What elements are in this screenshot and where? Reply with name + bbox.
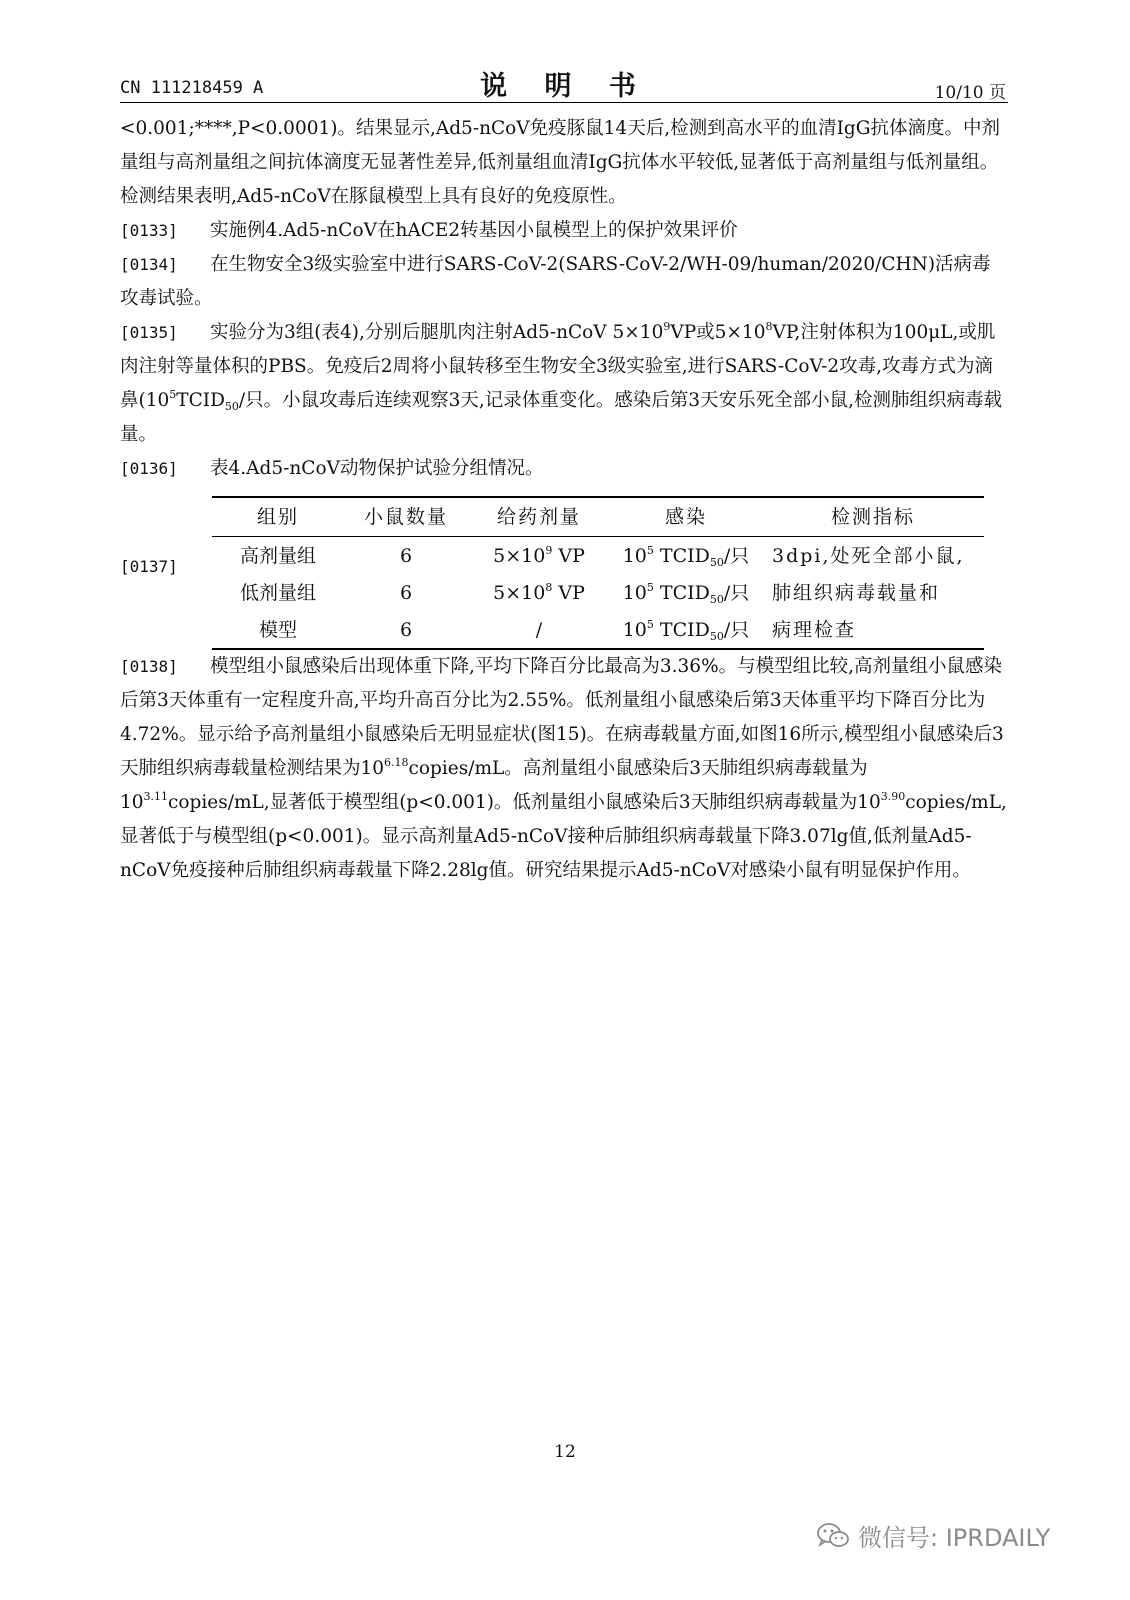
dose-base: 5×10 [493,544,546,567]
column-header: 给药剂量 [468,497,610,537]
paragraph-text: 表4.Ad5-nCoV动物保护试验分组情况。 [210,458,544,479]
page-of-total: 10/10 页 [934,83,1006,103]
infection-cell [610,611,762,649]
paragraph-number: [0133] [120,221,178,240]
note-cell: 肺组织病毒载量和 [772,581,941,604]
superscript: 9 [545,543,553,557]
table-row [212,574,984,611]
infection-base: 10 [622,581,647,604]
document-body [120,112,1008,888]
watermark-text: 微信号: IPRDAILY [858,1524,1051,1552]
header-rule [120,102,1008,103]
superscript: 6.18 [384,756,409,769]
dose-cell: / [468,611,610,649]
wechat-icon [816,1522,850,1550]
dose-unit: VP [552,544,585,567]
document-title: 说 明 书 [480,71,650,102]
note-cell: 3dpi,处死全部小鼠, [772,544,965,567]
superscript: 5 [646,617,654,631]
paragraph-text: TCID [176,390,225,411]
superscript: 8 [545,580,553,594]
subscript: 50 [709,592,724,606]
group-cell: 模型 [212,611,344,649]
table-header-row [212,497,984,537]
paragraph-text: <0.001;****,P<0.0001)。结果显示,Ad5-nCoV免疫豚鼠14天后,检测到高水平的血清IgG抗体滴度。中剂量组与高剂量组之间抗体滴度无显著性差异,低剂量组血清IgG抗体水平较低,显著低于高剂量组与低剂量组。检测结果表明,Ad5-nCoV在豚鼠模型上具有良好的免疫原性。 [120,118,1000,207]
table-block [120,490,1008,650]
infection-unit: TCID [653,618,710,641]
paragraph-0133 [120,214,1008,248]
paragraph-text: 实施例4.Ad5-nCoV在hACE2转基因小鼠模型上的保护效果评价 [210,220,738,241]
infection-suffix: /只 [723,581,750,604]
infection-unit: TCID [653,581,710,604]
paragraph-continuation [120,112,1008,214]
superscript: 9 [663,320,671,333]
superscript: 3.90 [880,790,906,803]
subscript: 50 [709,555,724,569]
group-table [212,496,984,650]
superscript: 8 [765,320,773,333]
dose-unit: VP [552,581,585,604]
paragraph-text: copies/mL,显著低于与模型组(p<0.001)。显示高剂量Ad5-nCoV接种后肺组织病毒载量下降3.07lg值,低剂量Ad5-nCoV免疫接种后肺组织病毒载量下降2.28lg值。研究结果提示Ad5-nCoV对感染小鼠有明显保护作用。 [120,792,1007,881]
column-header: 组别 [212,497,344,537]
page-number: 12 [554,1442,576,1462]
table-row [212,537,984,575]
superscript: 5 [169,388,177,401]
paragraph-0135 [120,316,1008,452]
dose-cell [468,537,610,575]
paragraph-text: copies/mL,显著低于模型组(p<0.001)。低剂量组小鼠感染后3天肺组织病毒载量为10 [168,792,881,813]
paragraph-text: copies/mL。高剂量组小鼠感染后3天肺组织病毒载量为10 [120,758,868,813]
superscript: 5 [646,543,654,557]
superscript: 3.11 [143,790,169,803]
paragraph-number: [0135] [120,323,178,342]
column-header: 感染 [610,497,762,537]
count-cell: 6 [399,544,413,567]
paragraph-number: [0134] [120,255,178,274]
subscript: 50 [224,400,239,413]
count-cell: 6 [399,581,413,604]
dose-cell [468,574,610,611]
count-cell: 6 [344,611,468,649]
infection-unit: TCID [653,544,710,567]
paragraph-text: 在生物安全3级实验室中进行SARS-CoV-2(SARS-CoV-2/WH-09/human/2020/CHN)活病毒攻毒试验。 [120,254,991,309]
paragraph-number: [0136] [120,459,178,478]
group-cell: 低剂量组 [239,581,316,604]
paragraph-0136 [120,452,1008,486]
paragraph-0134 [120,248,1008,316]
subscript: 50 [709,629,724,643]
infection-cell [610,574,762,611]
paragraph-text: VP或5×10 [670,322,766,343]
infection-suffix: /只 [723,618,750,641]
column-header: 小鼠数量 [344,497,468,537]
superscript: 5 [646,580,654,594]
table-row [212,611,984,649]
infection-base: 10 [622,618,647,641]
paragraph-text: VP,注射体积为100μL,或肌肉注射等量体积的PBS。免疫后2周将小鼠转移至生物安全3级实验室,进行SARS-CoV-2攻毒,攻毒方式为滴鼻(10 [120,322,996,411]
paragraph-number: [0137] [120,557,178,576]
paragraph-0138 [120,650,1008,888]
paragraph-text: /只。小鼠攻毒后连续观察3天,记录体重变化。感染后第3天安乐死全部小鼠,检测肺组织病毒载量。 [120,390,1002,445]
group-cell: 高剂量组 [239,544,316,567]
paragraph-number: [0138] [120,657,178,676]
note-cell: 病理检查 [762,611,984,649]
paragraph-text: 实验分为3组(表4),分别后腿肌肉注射Ad5-nCoV 5×10 [210,322,664,343]
watermark [816,1518,1050,1553]
column-header: 检测指标 [762,497,984,537]
dose-base: 5×10 [493,581,546,604]
patent-number: CN 111218459 A [120,78,264,98]
infection-suffix: /只 [723,544,750,567]
infection-base: 10 [622,544,647,567]
paragraph-text: 模型组小鼠感染后出现体重下降,平均下降百分比最高为3.36%。与模型组比较,高剂量组小鼠感染后第3天体重有一定程度升高,平均升高百分比为2.55%。低剂量组小鼠感染后第3天体重平均下降百分比为4.72%。显示给予高剂量组小鼠感染后无明显症状(图15)。在病毒载量方面,如图16所示,模型组小鼠感染后3天肺组织病毒载量检测结果为10 [120,656,1004,779]
infection-cell [610,537,762,575]
